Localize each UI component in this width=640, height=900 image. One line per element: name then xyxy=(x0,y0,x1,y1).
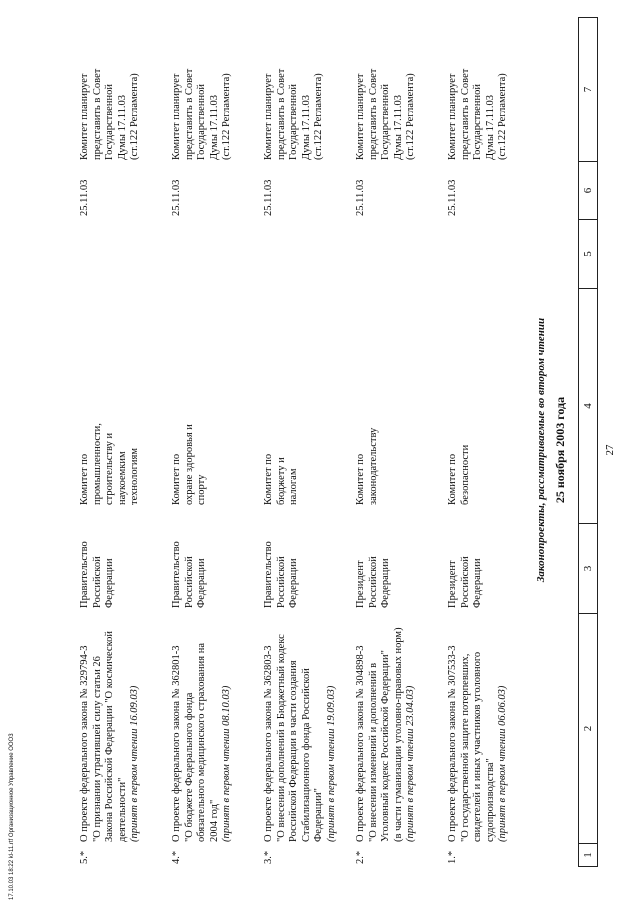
committee xyxy=(447,395,472,505)
consideration-date: 25.11.03 xyxy=(447,179,458,216)
plan-line: (ст.122 Регламента) xyxy=(313,73,324,160)
bill-title-line: О проекте федерального закона № 329794-3 xyxy=(79,645,90,842)
bill-title-line: Стабилизационного фонда Российской xyxy=(300,668,312,842)
committee-line: Комитет по xyxy=(171,453,182,505)
initiator-line: Президент xyxy=(355,560,366,608)
bill-title-line: свидетелей и иных участников уголовного xyxy=(472,651,483,842)
plan-line: представить в Совет xyxy=(275,68,287,160)
column-number: 2 xyxy=(579,614,597,844)
plan-line: Думы 17.11.03 xyxy=(300,95,312,160)
first-reading-note: (принят в первом чтении 08.10.03) xyxy=(221,685,232,842)
initiator-line: Федерации xyxy=(472,558,483,608)
committee-plan xyxy=(263,50,326,160)
plan-line: Думы 17.11.03 xyxy=(208,95,220,160)
committee-line: строительству и xyxy=(104,432,115,505)
column-number: 5 xyxy=(579,220,597,289)
first-reading-note: (принят в первом чтении 16.09.03) xyxy=(129,685,140,842)
row-number: 4.* xyxy=(171,850,182,864)
column-number: 1 xyxy=(582,852,594,858)
plan-line: Думы 17.11.03 xyxy=(484,95,496,160)
committee-line: охране здоровья и xyxy=(183,424,195,505)
bill-title-line: "О внесении изменений и дополнений в xyxy=(367,662,379,842)
bill-title-line: "О признании утратившей силу статьи 26 xyxy=(91,656,103,842)
committee-plan xyxy=(79,50,142,160)
column-number: 6 xyxy=(579,162,597,220)
first-reading-note: (принят в первом чтении 06.06.03) xyxy=(497,685,508,842)
plan-line: представить в Совет xyxy=(183,68,195,160)
committee-plan xyxy=(171,50,234,160)
first-reading-note: (принят в первом чтении 19.09.03) xyxy=(325,685,337,842)
committee-line: наукоемким xyxy=(116,451,128,505)
initiator-line: Российской xyxy=(91,556,103,608)
bill-title-line: О проекте федерального закона № 362801-3 xyxy=(171,645,182,842)
plan-line: Думы 17.11.03 xyxy=(116,95,128,160)
initiator-line: Российской xyxy=(459,556,471,608)
bill-title-line: судопроизводства" xyxy=(484,758,496,842)
bill-title-line: 2004 год" xyxy=(208,799,220,842)
committee-line: бюджету и xyxy=(275,457,287,505)
plan-line: Государственной xyxy=(380,84,391,160)
bill-title-line: О проекте федерального закона № 307533-3 xyxy=(447,645,458,842)
initiator-line: Федерации xyxy=(380,558,391,608)
plan-line: Государственной xyxy=(104,84,115,160)
row-number: 3.* xyxy=(263,850,274,864)
committee-line: Комитет по xyxy=(263,453,274,505)
initiator xyxy=(79,528,117,608)
plan-line: (ст.122 Регламента) xyxy=(129,73,140,160)
initiator-line: Российской xyxy=(275,556,287,608)
bill-title-line: Российской Федерации в части создания xyxy=(288,660,299,842)
column-number: 4 xyxy=(579,289,597,524)
plan-line: Думы 17.11.03 xyxy=(392,95,404,160)
table-row xyxy=(355,0,445,900)
initiator-line: Федерации xyxy=(196,558,207,608)
bill-title xyxy=(263,622,338,842)
file-footer: 17.10.03 18:22 kl-11.rtf Организационное Управление ООО3 xyxy=(9,733,15,900)
initiator-line: Федерации xyxy=(104,558,115,608)
first-reading-note: (принят в первом чтении 23.04.03) xyxy=(405,685,416,842)
initiator-line: Правительство xyxy=(171,541,182,608)
plan-line: представить в Совет xyxy=(91,68,103,160)
plan-line: (ст.122 Регламента) xyxy=(497,73,508,160)
initiator xyxy=(447,528,485,608)
consideration-date: 25.11.03 xyxy=(355,179,366,216)
row-number: 5.* xyxy=(79,850,90,864)
table-row xyxy=(79,0,169,900)
bill-title-line: Закона Российской Федерации "О космической xyxy=(104,630,115,842)
committee-line: налогам xyxy=(288,468,299,505)
committee xyxy=(355,395,380,505)
committee-line: промышленности, xyxy=(91,423,103,505)
bill-title xyxy=(79,622,142,842)
committee xyxy=(79,395,142,505)
plan-line: Комитет планирует xyxy=(355,73,366,160)
plan-line: Комитет планирует xyxy=(447,73,458,160)
plan-line: Государственной xyxy=(196,84,207,160)
consideration-date: 25.11.03 xyxy=(79,179,90,216)
initiator-line: Правительство xyxy=(263,541,274,608)
committee-line: Комитет по xyxy=(355,453,366,505)
date-heading: 25 ноября 2003 года xyxy=(553,396,567,504)
committee xyxy=(171,395,209,505)
initiator xyxy=(355,528,393,608)
row-number: 1.* xyxy=(447,850,458,864)
plan-line: Комитет планирует xyxy=(79,73,90,160)
bill-title xyxy=(447,622,510,842)
plan-line: Комитет планирует xyxy=(263,73,274,160)
column-number: 7 xyxy=(579,18,597,162)
committee-line: безопасности xyxy=(459,444,471,505)
column-number: 3 xyxy=(579,524,597,614)
initiator xyxy=(263,528,301,608)
initiator-line: Правительство xyxy=(79,541,90,608)
plan-line: (ст.122 Регламента) xyxy=(221,73,232,160)
table-row xyxy=(171,0,261,900)
section-heading: Законопроекты, рассматриваемые во втором чтении xyxy=(535,317,547,583)
bill-title-line: "О бюджете Федерального фонда xyxy=(183,692,195,842)
consideration-date: 25.11.03 xyxy=(263,179,274,216)
bill-title-line: О проекте федерального закона № 362803-3 xyxy=(263,645,274,842)
bill-title-line: "О государственной защите потерпевших, xyxy=(459,653,471,842)
initiator-line: Федерации xyxy=(288,558,299,608)
initiator-line: Российской xyxy=(367,556,379,608)
committee xyxy=(263,395,301,505)
bill-title-line: О проекте федерального закона № 304898-3 xyxy=(355,645,366,842)
committee-line: законодательству xyxy=(367,427,379,505)
plan-line: Государственной xyxy=(472,84,483,160)
bill-title-line: Уголовный кодекс Российской Федерации" xyxy=(380,650,391,842)
row-number: 2.* xyxy=(355,850,366,864)
bill-title xyxy=(171,622,234,842)
plan-line: Государственной xyxy=(288,84,299,160)
initiator-line: Российской xyxy=(183,556,195,608)
bill-title-line: (в части гуманизации уголовно-правовых норм) xyxy=(392,627,404,842)
bill-title xyxy=(355,622,418,842)
bill-title-line: Федерации" xyxy=(313,788,324,842)
bill-title-line: "О внесении дополнений в Бюджетный кодекс xyxy=(275,634,287,842)
committee-plan xyxy=(355,50,418,160)
initiator xyxy=(171,528,209,608)
plan-line: представить в Совет xyxy=(367,68,379,160)
plan-line: (ст.122 Регламента) xyxy=(405,73,416,160)
column-number-row xyxy=(578,17,598,867)
page-number: 27 xyxy=(604,444,616,456)
committee-line: технологиям xyxy=(129,448,140,505)
committee-line: спорту xyxy=(196,474,207,505)
committee-plan xyxy=(447,50,510,160)
committee-line: Комитет по xyxy=(79,453,90,505)
bill-title-line: деятельности" xyxy=(116,777,128,842)
table-row xyxy=(447,0,537,900)
bill-title-line: обязательного медицинского страхования на xyxy=(196,643,207,842)
plan-line: Комитет планирует xyxy=(171,73,182,160)
table-row xyxy=(263,0,353,900)
consideration-date: 25.11.03 xyxy=(171,179,182,216)
committee-line: Комитет по xyxy=(447,453,458,505)
initiator-line: Президент xyxy=(447,560,458,608)
plan-line: представить в Совет xyxy=(459,68,471,160)
